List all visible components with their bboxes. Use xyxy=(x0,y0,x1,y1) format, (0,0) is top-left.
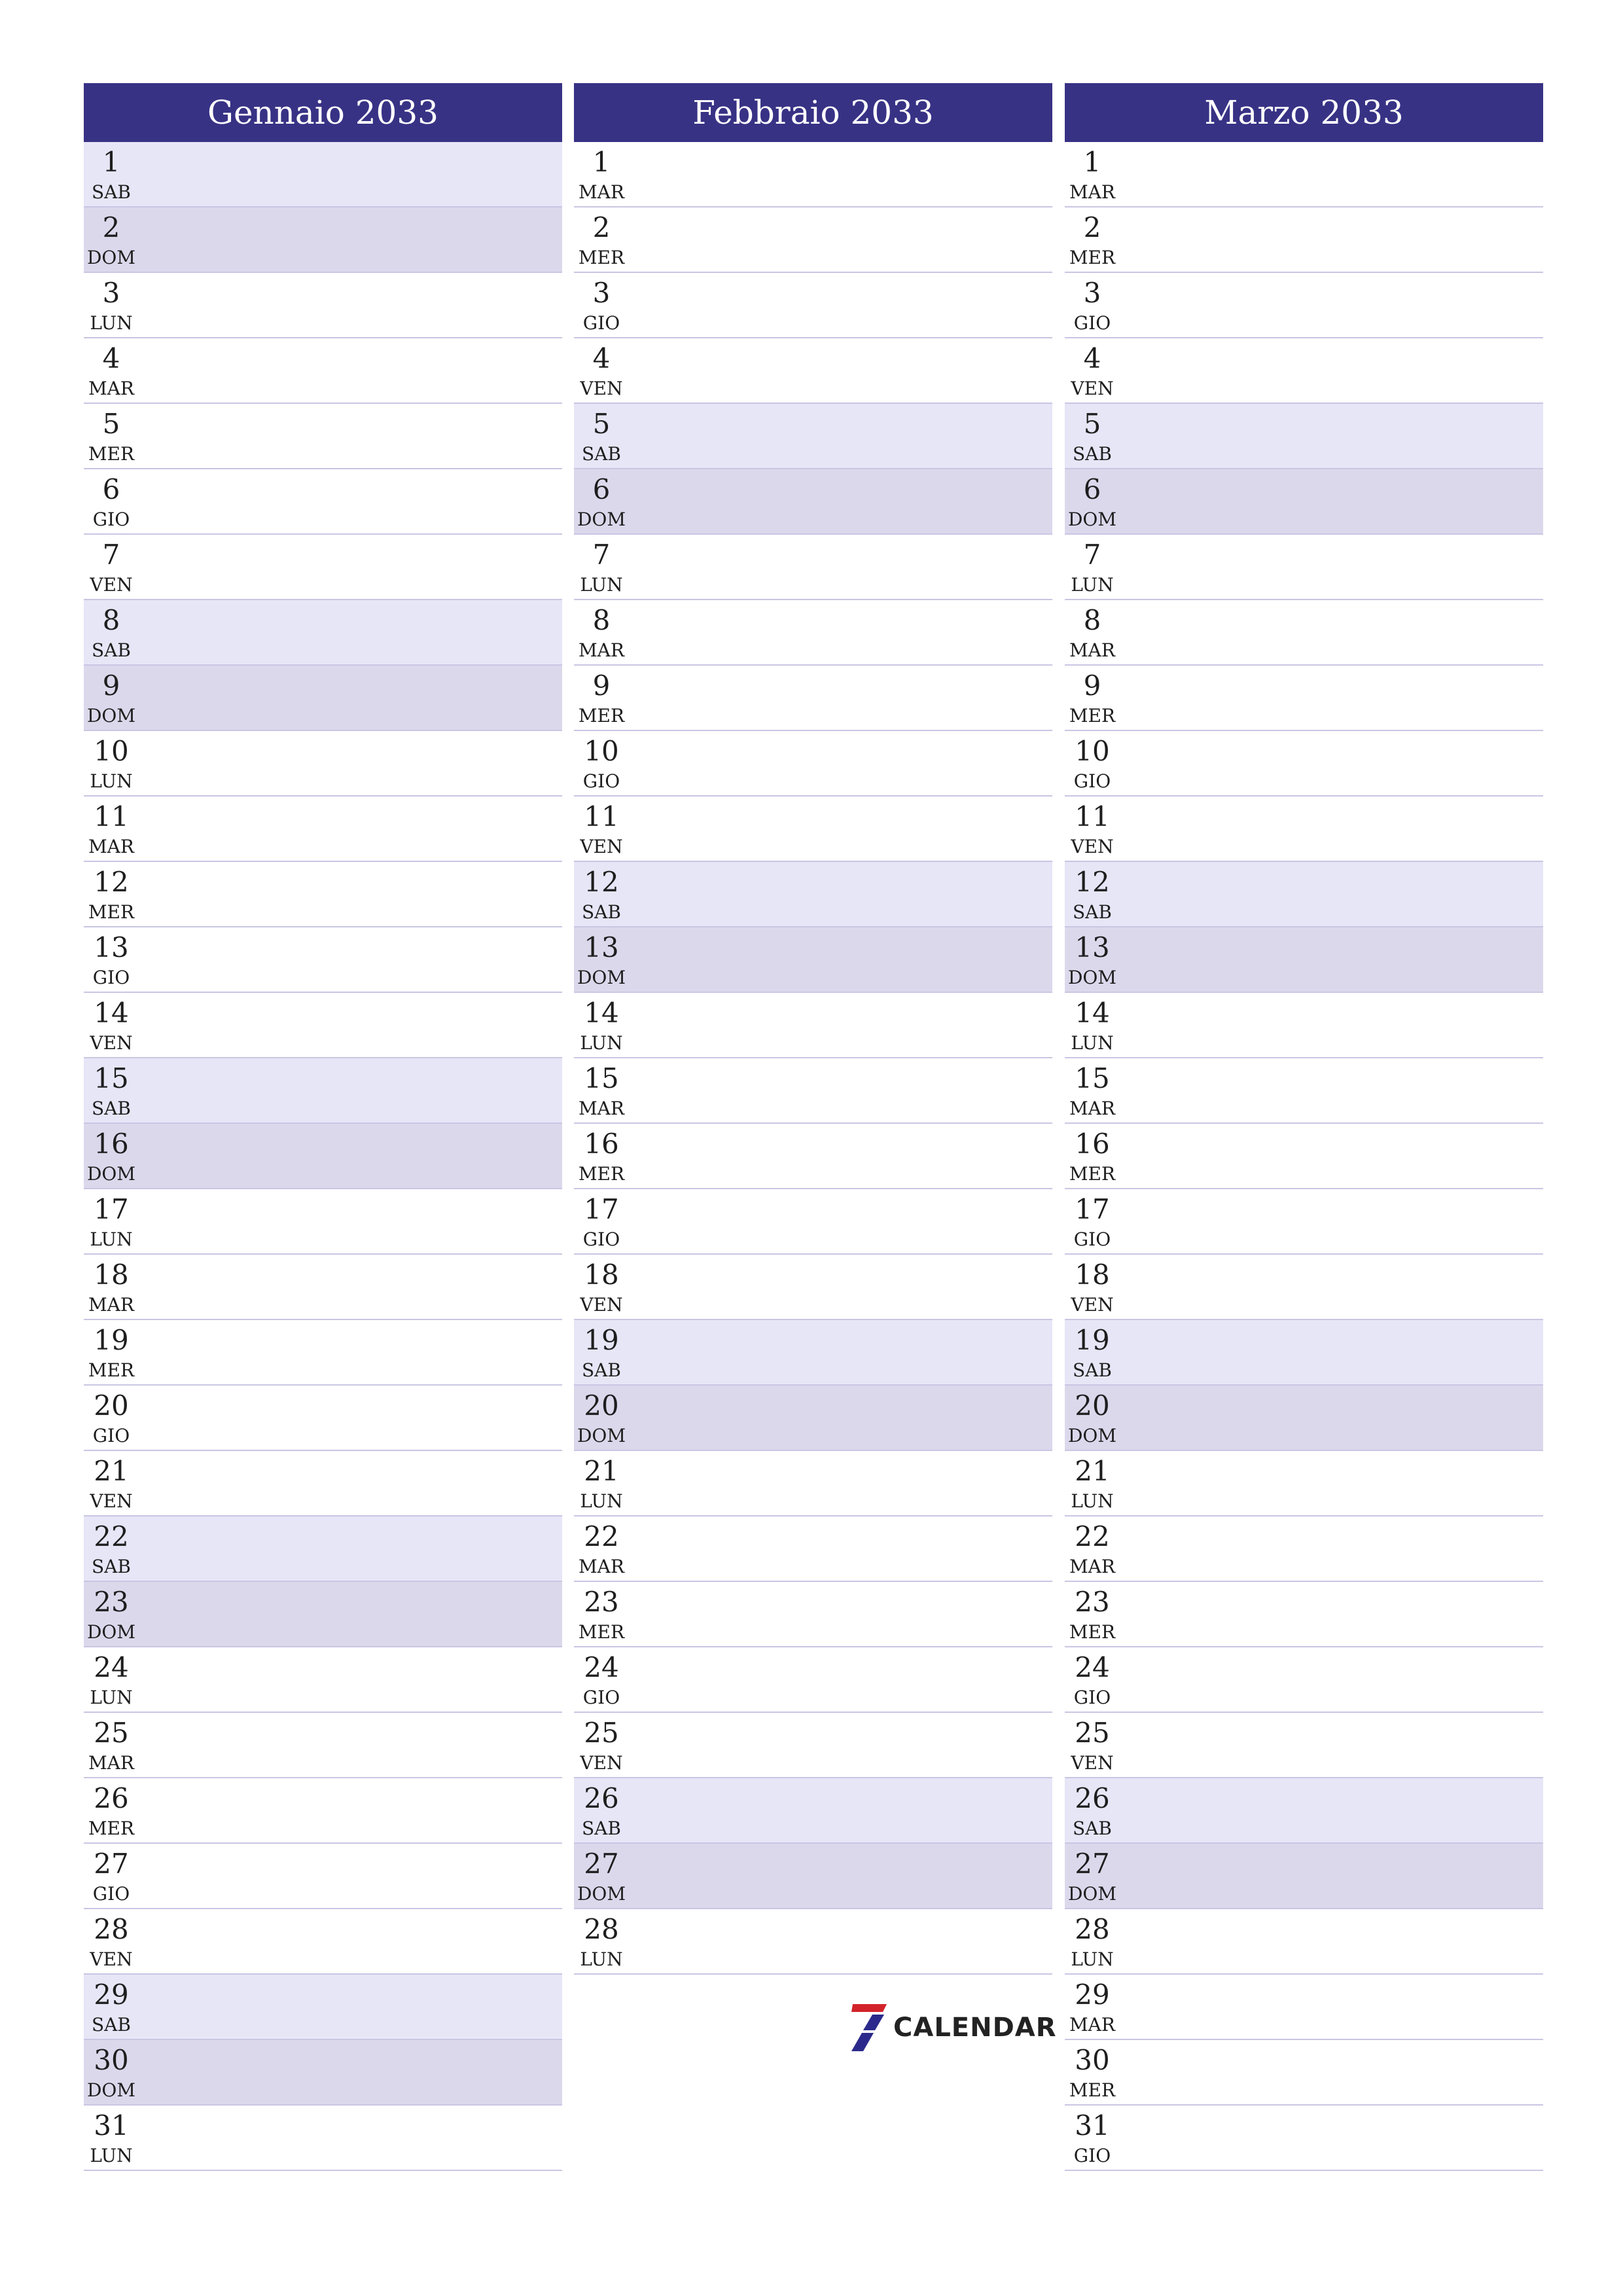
day-number: 20 xyxy=(1075,1390,1110,1422)
day-number: 28 xyxy=(584,1913,619,1945)
day-number: 24 xyxy=(584,1651,619,1683)
day-number: 14 xyxy=(584,997,619,1029)
day-number: 21 xyxy=(1075,1455,1110,1487)
day-number: 19 xyxy=(584,1324,619,1356)
day-number: 4 xyxy=(592,342,611,374)
day-name: MER xyxy=(1069,1621,1116,1643)
day-name: GIO xyxy=(1073,770,1111,792)
day-row xyxy=(1065,1516,1543,1582)
day-name: DOM xyxy=(86,2079,136,2101)
day-row xyxy=(1065,862,1543,927)
day-row xyxy=(574,1320,1052,1386)
day-name: MER xyxy=(578,1621,625,1643)
day-row xyxy=(574,1582,1052,1647)
day-row xyxy=(1065,1386,1543,1451)
day-row xyxy=(84,993,562,1058)
day-number: 25 xyxy=(1075,1717,1110,1749)
day-name: GIO xyxy=(92,1425,130,1446)
day-row xyxy=(574,469,1052,535)
day-number: 27 xyxy=(584,1848,619,1880)
day-name: MAR xyxy=(579,1556,624,1577)
day-number: 8 xyxy=(102,604,120,636)
day-row xyxy=(84,1058,562,1124)
logo-mark-blue-bottom xyxy=(851,2033,874,2051)
day-number: 2 xyxy=(1083,211,1101,243)
day-number: 15 xyxy=(584,1062,619,1094)
day-name: LUN xyxy=(1071,574,1114,596)
day-row xyxy=(84,469,562,535)
day-number: 28 xyxy=(1075,1913,1110,1945)
day-number: 15 xyxy=(94,1062,129,1094)
day-number: 9 xyxy=(102,670,120,702)
day-name: MAR xyxy=(579,639,624,661)
day-number: 2 xyxy=(102,211,120,243)
day-number: 31 xyxy=(1075,2109,1110,2142)
day-name: SAB xyxy=(92,181,131,203)
day-row xyxy=(1065,1647,1543,1713)
day-number: 5 xyxy=(102,408,120,440)
day-row xyxy=(1065,927,1543,993)
day-name: MAR xyxy=(1069,2014,1115,2036)
day-name: GIO xyxy=(92,1883,130,1905)
day-name: MER xyxy=(578,705,625,726)
day-row xyxy=(574,404,1052,469)
day-row xyxy=(574,142,1052,207)
day-row xyxy=(84,1713,562,1778)
day-name: LUN xyxy=(1071,1490,1114,1512)
day-name: VEN xyxy=(90,1490,133,1512)
day-number: 20 xyxy=(94,1390,129,1422)
day-name: SAB xyxy=(92,639,131,661)
day-name: MER xyxy=(1069,1163,1116,1185)
day-row xyxy=(1065,993,1543,1058)
day-name: MER xyxy=(1069,247,1116,268)
day-number: 18 xyxy=(94,1259,129,1291)
day-row xyxy=(1065,338,1543,404)
day-name: LUN xyxy=(580,574,623,596)
day-number: 13 xyxy=(1075,931,1110,963)
day-name: VEN xyxy=(1071,378,1114,399)
day-name: GIO xyxy=(582,1687,620,1708)
day-name: LUN xyxy=(1071,1032,1114,1054)
day-row xyxy=(84,862,562,927)
day-name: MER xyxy=(88,901,135,923)
day-row xyxy=(84,797,562,862)
day-row xyxy=(1065,1713,1543,1778)
day-name: MAR xyxy=(88,1752,134,1774)
day-number: 23 xyxy=(584,1586,619,1618)
day-number: 14 xyxy=(94,997,129,1029)
day-name: SAB xyxy=(1073,443,1112,465)
day-row xyxy=(1065,2106,1543,2171)
day-name: LUN xyxy=(90,312,133,334)
day-row xyxy=(574,1909,1052,1975)
day-name: SAB xyxy=(582,1818,621,1839)
day-number: 6 xyxy=(102,473,120,505)
seven-logo-icon xyxy=(849,2001,889,2054)
day-number: 21 xyxy=(584,1455,619,1487)
day-row xyxy=(1065,731,1543,797)
day-number: 6 xyxy=(592,473,611,505)
day-name: DOM xyxy=(86,1621,136,1643)
day-row xyxy=(574,731,1052,797)
day-name: GIO xyxy=(1073,2145,1111,2166)
day-number: 21 xyxy=(94,1455,129,1487)
day-row xyxy=(84,535,562,600)
day-name: MER xyxy=(578,247,625,268)
day-name: LUN xyxy=(580,1490,623,1512)
day-number: 10 xyxy=(94,735,129,767)
day-number: 9 xyxy=(1083,670,1101,702)
day-row xyxy=(84,731,562,797)
day-number: 27 xyxy=(94,1848,129,1880)
day-name: GIO xyxy=(582,312,620,334)
day-row xyxy=(1065,1844,1543,1909)
day-row xyxy=(1065,1909,1543,1975)
day-row xyxy=(574,273,1052,338)
day-name: MAR xyxy=(88,378,134,399)
day-row xyxy=(1065,404,1543,469)
day-row xyxy=(574,207,1052,273)
day-row xyxy=(84,2106,562,2171)
day-name: GIO xyxy=(92,967,130,988)
day-row xyxy=(84,1647,562,1713)
day-number: 7 xyxy=(102,539,120,571)
day-name: VEN xyxy=(580,836,623,857)
day-number: 16 xyxy=(1075,1128,1110,1160)
day-row xyxy=(574,927,1052,993)
day-number: 31 xyxy=(94,2109,129,2142)
day-number: 5 xyxy=(592,408,611,440)
day-row xyxy=(84,207,562,273)
day-number: 15 xyxy=(1075,1062,1110,1094)
day-name: LUN xyxy=(580,1032,623,1054)
day-name: MAR xyxy=(88,1294,134,1316)
day-row xyxy=(84,1582,562,1647)
day-name: GIO xyxy=(1073,1229,1111,1250)
day-list xyxy=(84,142,562,2171)
day-name: LUN xyxy=(90,2145,133,2166)
day-row xyxy=(1065,1189,1543,1255)
day-name: VEN xyxy=(90,1948,133,1970)
day-row xyxy=(574,666,1052,731)
day-number: 20 xyxy=(584,1390,619,1422)
day-row xyxy=(84,1255,562,1320)
day-number: 17 xyxy=(1075,1193,1110,1225)
day-number: 12 xyxy=(1075,866,1110,898)
day-name: VEN xyxy=(90,574,133,596)
day-number: 14 xyxy=(1075,997,1110,1029)
day-number: 5 xyxy=(1083,408,1101,440)
day-row xyxy=(1065,1124,1543,1189)
day-number: 13 xyxy=(94,931,129,963)
day-number: 3 xyxy=(102,277,120,309)
day-name: LUN xyxy=(1071,1948,1114,1970)
day-row xyxy=(1065,142,1543,207)
day-row xyxy=(84,404,562,469)
calendar-logo xyxy=(849,2001,1057,2054)
day-row xyxy=(84,1516,562,1582)
day-name: MAR xyxy=(88,836,134,857)
day-name: MAR xyxy=(1069,1556,1115,1577)
day-number: 26 xyxy=(1075,1782,1110,1814)
day-row xyxy=(84,338,562,404)
day-row xyxy=(84,1320,562,1386)
day-name: DOM xyxy=(577,509,626,530)
month-header: Febbraio 2033 xyxy=(574,83,1052,142)
day-name: MAR xyxy=(1069,181,1115,203)
day-name: DOM xyxy=(577,967,626,988)
day-row xyxy=(1065,1582,1543,1647)
day-number: 3 xyxy=(1083,277,1101,309)
month-column-march xyxy=(1065,83,1543,2171)
day-number: 23 xyxy=(1075,1586,1110,1618)
day-name: DOM xyxy=(1067,967,1117,988)
day-number: 12 xyxy=(94,866,129,898)
day-number: 3 xyxy=(592,277,611,309)
day-name: VEN xyxy=(580,1752,623,1774)
day-row xyxy=(574,797,1052,862)
logo-mark-blue-top xyxy=(863,2015,884,2030)
day-row xyxy=(1065,2040,1543,2106)
day-name: SAB xyxy=(582,1359,621,1381)
day-name: DOM xyxy=(86,1163,136,1185)
day-row xyxy=(574,1516,1052,1582)
day-row xyxy=(574,1451,1052,1516)
day-row xyxy=(84,1909,562,1975)
day-name: VEN xyxy=(1071,1752,1114,1774)
day-row xyxy=(84,1124,562,1189)
day-name: LUN xyxy=(580,1948,623,1970)
day-number: 24 xyxy=(94,1651,129,1683)
day-number: 11 xyxy=(1075,800,1110,833)
day-number: 29 xyxy=(1075,1979,1110,2011)
day-number: 26 xyxy=(584,1782,619,1814)
day-row xyxy=(574,1124,1052,1189)
day-number: 17 xyxy=(584,1193,619,1225)
day-row xyxy=(574,1386,1052,1451)
day-row xyxy=(574,862,1052,927)
day-list xyxy=(574,142,1052,1975)
day-number: 24 xyxy=(1075,1651,1110,1683)
month-header: Marzo 2033 xyxy=(1065,83,1543,142)
day-number: 1 xyxy=(1083,146,1101,178)
day-name: MER xyxy=(88,443,135,465)
logo-mark-red xyxy=(851,2004,887,2012)
day-name: SAB xyxy=(582,901,621,923)
day-name: DOM xyxy=(86,705,136,726)
day-row xyxy=(84,273,562,338)
day-name: SAB xyxy=(1073,901,1112,923)
day-number: 8 xyxy=(1083,604,1101,636)
day-row xyxy=(1065,666,1543,731)
day-name: DOM xyxy=(577,1883,626,1905)
day-number: 25 xyxy=(584,1717,619,1749)
day-row xyxy=(1065,535,1543,600)
day-name: LUN xyxy=(90,1687,133,1708)
day-number: 7 xyxy=(1083,539,1101,571)
day-row xyxy=(574,1778,1052,1844)
day-number: 29 xyxy=(94,1979,129,2011)
day-name: VEN xyxy=(1071,836,1114,857)
day-name: VEN xyxy=(580,378,623,399)
day-number: 8 xyxy=(592,604,611,636)
day-row xyxy=(574,1255,1052,1320)
day-number: 28 xyxy=(94,1913,129,1945)
day-number: 6 xyxy=(1083,473,1101,505)
day-number: 23 xyxy=(94,1586,129,1618)
day-row xyxy=(1065,207,1543,273)
day-name: LUN xyxy=(90,770,133,792)
day-row xyxy=(1065,1451,1543,1516)
day-number: 22 xyxy=(1075,1520,1110,1552)
day-name: GIO xyxy=(582,1229,620,1250)
day-name: VEN xyxy=(580,1294,623,1316)
day-row xyxy=(1065,1255,1543,1320)
day-row xyxy=(84,1778,562,1844)
day-row xyxy=(1065,1320,1543,1386)
day-name: SAB xyxy=(92,1556,131,1577)
day-row xyxy=(84,600,562,666)
day-number: 4 xyxy=(1083,342,1101,374)
day-name: SAB xyxy=(92,1098,131,1119)
day-number: 16 xyxy=(94,1128,129,1160)
day-name: SAB xyxy=(92,2014,131,2036)
day-number: 19 xyxy=(1075,1324,1110,1356)
day-name: DOM xyxy=(86,247,136,268)
day-row xyxy=(84,2040,562,2106)
day-number: 10 xyxy=(584,735,619,767)
day-name: MER xyxy=(88,1359,135,1381)
day-number: 27 xyxy=(1075,1848,1110,1880)
day-name: MER xyxy=(578,1163,625,1185)
day-row xyxy=(574,1189,1052,1255)
day-number: 11 xyxy=(94,800,129,833)
day-number: 18 xyxy=(584,1259,619,1291)
day-number: 1 xyxy=(592,146,611,178)
day-name: VEN xyxy=(1071,1294,1114,1316)
month-column-february xyxy=(574,83,1052,1975)
day-row xyxy=(574,993,1052,1058)
day-name: DOM xyxy=(1067,1883,1117,1905)
day-name: MER xyxy=(1069,705,1116,726)
day-row xyxy=(84,927,562,993)
day-name: LUN xyxy=(90,1229,133,1250)
day-number: 10 xyxy=(1075,735,1110,767)
day-name: GIO xyxy=(1073,1687,1111,1708)
day-number: 11 xyxy=(584,800,619,833)
day-number: 13 xyxy=(584,931,619,963)
day-name: MAR xyxy=(579,1098,624,1119)
day-row xyxy=(574,338,1052,404)
day-name: DOM xyxy=(1067,1425,1117,1446)
day-number: 4 xyxy=(102,342,120,374)
day-number: 18 xyxy=(1075,1259,1110,1291)
day-number: 1 xyxy=(102,146,120,178)
day-name: SAB xyxy=(1073,1359,1112,1381)
day-number: 30 xyxy=(1075,2044,1110,2076)
day-number: 22 xyxy=(94,1520,129,1552)
day-row xyxy=(574,600,1052,666)
day-name: MER xyxy=(88,1818,135,1839)
day-row xyxy=(574,1058,1052,1124)
day-name: GIO xyxy=(92,509,130,530)
day-row xyxy=(84,142,562,207)
day-row xyxy=(1065,273,1543,338)
day-row xyxy=(84,666,562,731)
day-name: GIO xyxy=(1073,312,1111,334)
day-number: 22 xyxy=(584,1520,619,1552)
day-row xyxy=(574,1647,1052,1713)
day-number: 19 xyxy=(94,1324,129,1356)
month-column-january xyxy=(84,83,562,2171)
day-number: 12 xyxy=(584,866,619,898)
day-name: MAR xyxy=(1069,1098,1115,1119)
day-name: SAB xyxy=(582,443,621,465)
day-number: 30 xyxy=(94,2044,129,2076)
day-row xyxy=(574,535,1052,600)
day-number: 16 xyxy=(584,1128,619,1160)
day-row xyxy=(574,1713,1052,1778)
day-number: 26 xyxy=(94,1782,129,1814)
month-header: Gennaio 2033 xyxy=(84,83,562,142)
day-row xyxy=(84,1386,562,1451)
day-row xyxy=(1065,1975,1543,2040)
day-number: 17 xyxy=(94,1193,129,1225)
day-row xyxy=(1065,797,1543,862)
day-row xyxy=(1065,469,1543,535)
day-row xyxy=(84,1189,562,1255)
day-row xyxy=(84,1975,562,2040)
day-name: DOM xyxy=(1067,509,1117,530)
day-number: 7 xyxy=(592,539,611,571)
day-name: SAB xyxy=(1073,1818,1112,1839)
day-row xyxy=(574,1844,1052,1909)
day-row xyxy=(1065,600,1543,666)
day-name: VEN xyxy=(90,1032,133,1054)
day-name: MAR xyxy=(1069,639,1115,661)
day-number: 25 xyxy=(94,1717,129,1749)
day-number: 9 xyxy=(592,670,611,702)
day-list xyxy=(1065,142,1543,2171)
day-row xyxy=(84,1844,562,1909)
day-name: MAR xyxy=(579,181,624,203)
day-name: DOM xyxy=(577,1425,626,1446)
day-name: MER xyxy=(1069,2079,1116,2101)
day-number: 2 xyxy=(592,211,611,243)
day-name: GIO xyxy=(582,770,620,792)
logo-text: CALENDAR xyxy=(893,2013,1057,2043)
day-row xyxy=(1065,1058,1543,1124)
day-row xyxy=(1065,1778,1543,1844)
day-row xyxy=(84,1451,562,1516)
